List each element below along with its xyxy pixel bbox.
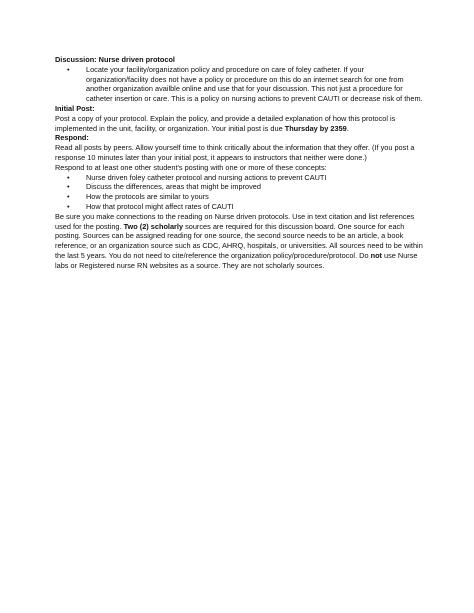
initial-post-due: Thursday by 2359 — [284, 123, 347, 133]
discussion-bullet-list — [55, 65, 425, 104]
closing-paragraph — [55, 212, 425, 271]
respond-bullet-list — [55, 173, 425, 212]
respond-bullet-item: • How that protocol might affect rates of CAUTI — [55, 202, 425, 212]
closing-part-1: Be sure you make connections to the reading on Nurse driven protocols. Use in text citation and list references used for the posting. — [55, 211, 415, 231]
document-content — [55, 55, 425, 271]
initial-post-heading: Initial Post: — [55, 103, 95, 113]
initial-post-body: Post a copy of your protocol. Explain the policy, and provide a detailed explanation of how this protocol is implemented in the unit, facility, or organization. Your initial post is due — [55, 113, 396, 133]
respond-bullet-item: • How the protocols are similar to yours — [55, 192, 425, 202]
discussion-bullet-item: • Locate your facility/organization policy and procedure on care of foley catheter. If your organization/facility does not have a policy or procedure on this do an internet search for one from another organization availble online and use that for your discussion. This not just a procedure for catheter insertion or care. This is a policy on nursing actions to prevent CAUTI or decrease risk of them. — [55, 65, 425, 104]
initial-post-text — [55, 114, 425, 134]
respond-heading: Respond: — [55, 133, 89, 143]
closing-part-2: sources are required for this discussion board. One source for each posting. Sources can be assigned reading for one source, the second source needs to be an article, a book reference, or an organization source such as CDC, AHRQ, hospitals, or universities. All sources need to be within the last 5 years. You do not need to cite/reference the organization policy/procedure/protocol. Do — [55, 221, 423, 260]
closing-bold-2: not — [370, 250, 382, 260]
respond-bullet-item: • Nurse driven foley catheter protocol and nursing actions to prevent CAUTI — [55, 173, 425, 183]
initial-post-end: . — [346, 123, 349, 133]
respond-text-1: Read all posts by peers. Allow yourself time to think critically about the information that they offer. (If you post a response 10 minutes later than your initial post, it appears to instructors that neither were done.) — [55, 143, 415, 162]
closing-bold-1: Two (2) scholarly — [123, 221, 184, 231]
discussion-heading: Discussion: Nurse driven protocol — [55, 55, 175, 64]
respond-bullet-item: • Discuss the differences, areas that might be improved — [55, 182, 425, 192]
respond-text-2: Respond to at least one other student's posting with one or more of these concepts: — [55, 162, 327, 172]
closing-part-3: use Nurse labs or Registered nurse RN websites as a source. They are not scholarly sources. — [55, 250, 418, 270]
